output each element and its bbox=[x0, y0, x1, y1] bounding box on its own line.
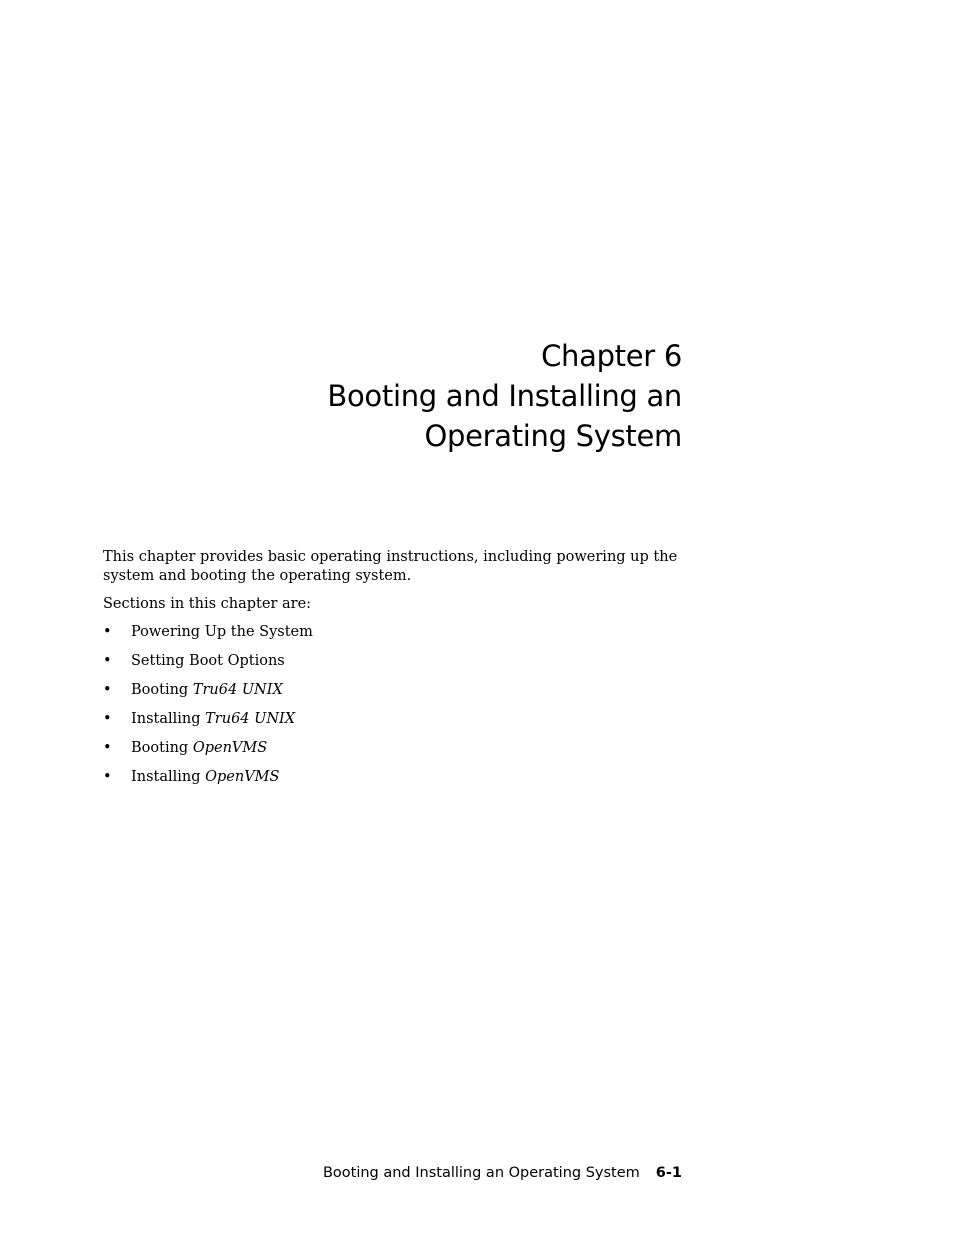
list-item-emphasis: Tru64 UNIX bbox=[192, 682, 283, 698]
sections-list bbox=[103, 623, 703, 797]
list-item-emphasis: OpenVMS bbox=[192, 740, 268, 756]
list-item-emphasis: Tru64 UNIX bbox=[205, 711, 296, 727]
chapter-body bbox=[103, 548, 703, 797]
list-item-text: Setting Boot Options bbox=[131, 653, 285, 669]
page-number: 6-1 bbox=[655, 1165, 682, 1181]
bullet-icon: • bbox=[103, 624, 112, 640]
list-item-emphasis: OpenVMS bbox=[205, 769, 280, 785]
list-item-text: Booting bbox=[131, 682, 193, 698]
chapter-number: Chapter 6 bbox=[541, 339, 682, 373]
list-item bbox=[103, 681, 703, 710]
list-item bbox=[103, 768, 703, 797]
list-item bbox=[103, 739, 703, 768]
intro-paragraph: This chapter provides basic operating instructions, including powering up the system and booting the operating system. bbox=[103, 549, 678, 584]
sections-intro: Sections in this chapter are: bbox=[103, 596, 312, 612]
list-item-text: Installing bbox=[131, 769, 206, 785]
bullet-icon: • bbox=[103, 740, 112, 756]
chapter-title-line-1: Booting and Installing an bbox=[327, 379, 682, 413]
page-footer bbox=[323, 1163, 682, 1183]
list-item bbox=[103, 623, 703, 652]
chapter-heading bbox=[122, 336, 682, 456]
bullet-icon: • bbox=[103, 682, 112, 698]
list-item-text: Booting bbox=[131, 740, 193, 756]
list-item bbox=[103, 652, 703, 681]
chapter-title-line-2: Operating System bbox=[424, 419, 682, 453]
list-item-text: Installing bbox=[131, 711, 206, 727]
bullet-icon: • bbox=[103, 653, 112, 669]
bullet-icon: • bbox=[103, 711, 112, 727]
bullet-icon: • bbox=[103, 769, 112, 785]
list-item bbox=[103, 710, 703, 739]
footer-title: Booting and Installing an Operating System bbox=[322, 1165, 640, 1181]
list-item-text: Powering Up the System bbox=[131, 624, 313, 640]
